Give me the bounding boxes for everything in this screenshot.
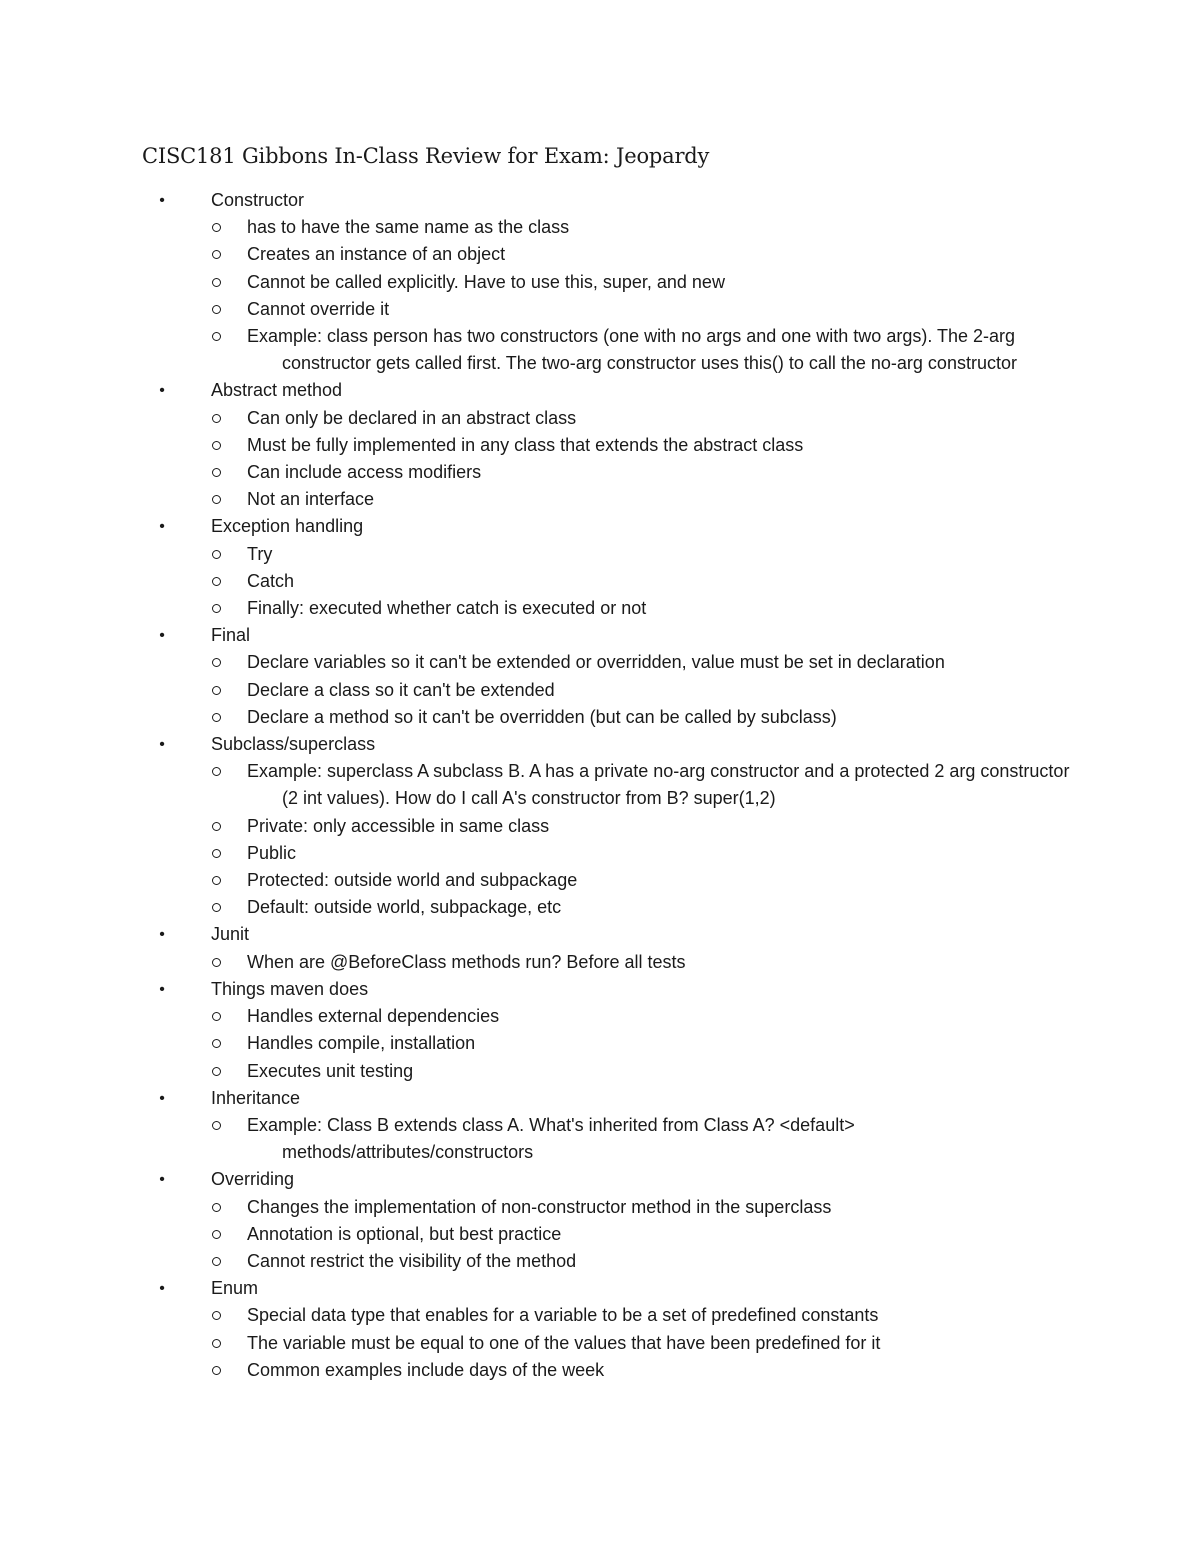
bullet-dot-icon: •	[159, 1089, 165, 1107]
subitem-text: Declare variables so it can't be extended or overridden, value must be set in declaration	[247, 652, 945, 673]
outline-topic	[0, 513, 1200, 622]
outline-subitem	[0, 541, 1200, 568]
topic-heading: Subclass/superclass	[211, 734, 376, 755]
bullet-circle-icon	[212, 1230, 221, 1239]
topic-subitems	[0, 1194, 1200, 1276]
topic-subitems	[0, 214, 1200, 377]
outline-subitem	[0, 1112, 1200, 1166]
bullet-circle-icon	[212, 414, 221, 423]
topic-heading: Constructor	[211, 190, 305, 210]
topic-heading: Things maven does	[211, 978, 369, 999]
bullet-circle-icon	[212, 713, 221, 722]
outline-subitem	[0, 677, 1200, 704]
bullet-circle-icon	[212, 1203, 221, 1212]
topic-heading: Overriding	[211, 1169, 295, 1190]
subitem-text: Try	[247, 543, 273, 564]
topic-heading: Final	[211, 625, 251, 646]
topic-subitems	[0, 1003, 1200, 1085]
bullet-circle-icon	[212, 1121, 221, 1130]
subitem-text: Protected: outside world and subpackage	[247, 870, 578, 891]
outline-subitem	[0, 296, 1200, 323]
outline-subitem	[0, 269, 1200, 296]
bullet-dot-icon: •	[159, 736, 165, 754]
bullet-circle-icon	[212, 1366, 221, 1375]
outline-subitem	[0, 867, 1200, 894]
subitem-text: Special data type that enables for a variable to be a set of predefined constants	[247, 1305, 879, 1326]
topic-heading: Enum	[211, 1278, 259, 1299]
outline-topic	[0, 622, 1200, 731]
outline-topic	[0, 1085, 1200, 1167]
subitem-text: Example: class person has two constructors (one with no args and one with two args). The 2-arg constructor gets called first. The two-arg constructor uses this() to call the no-arg constructor	[247, 326, 1017, 374]
outline-subitem	[0, 323, 1200, 377]
outline-subitem	[0, 840, 1200, 867]
bullet-dot-icon: •	[159, 518, 165, 536]
bullet-dot-icon: •	[159, 926, 165, 944]
bullet-circle-icon	[212, 849, 221, 858]
subitem-text: Example: Class B extends class A. What's inherited from Class A? <default> methods/attributes/constructors	[247, 1114, 855, 1163]
bullet-dot-icon: •	[159, 192, 165, 209]
subitem-text: Handles external dependencies	[247, 1006, 500, 1027]
bullet-circle-icon	[212, 1339, 221, 1348]
outline-topic	[0, 1275, 1200, 1384]
subitem-text: Can include access modifiers	[247, 462, 482, 483]
outline-topic	[0, 921, 1200, 975]
outline-topic	[0, 377, 1200, 513]
outline-subitem	[0, 758, 1200, 812]
outline-subitem	[0, 1030, 1200, 1057]
bullet-circle-icon	[212, 305, 221, 314]
subitem-text: Catch	[247, 570, 295, 591]
outline-subitem	[0, 894, 1200, 921]
outline-subitem	[0, 1058, 1200, 1085]
outline-topic	[0, 976, 1200, 1085]
bullet-circle-icon	[212, 876, 221, 885]
outline-subitem	[0, 214, 1200, 241]
subitem-text: Changes the implementation of non-constructor method in the superclass	[247, 1196, 832, 1217]
subitem-text: Not an interface	[247, 489, 375, 510]
bullet-circle-icon	[212, 550, 221, 559]
outline-subitem	[0, 486, 1200, 513]
bullet-circle-icon	[212, 441, 221, 450]
subitem-text: Example: superclass A subclass B. A has a private no-arg constructor and a protected 2 arg constructor (2 int values). How do I call A's constructor from B? super(1,2)	[247, 761, 1070, 809]
bullet-circle-icon	[212, 577, 221, 586]
subitem-text: Annotation is optional, but best practice	[247, 1223, 562, 1244]
topic-subitems	[0, 405, 1200, 514]
outline-topic	[0, 731, 1200, 921]
outline-subitem	[0, 1330, 1200, 1357]
outline-subitem	[0, 241, 1200, 268]
outline-subitem	[0, 1194, 1200, 1221]
bullet-circle-icon	[212, 1257, 221, 1266]
subitem-text: Declare a method so it can't be overridden (but can be called by subclass)	[247, 706, 837, 727]
bullet-dot-icon: •	[159, 1171, 165, 1189]
topic-subitems	[0, 1112, 1200, 1166]
outline-subitem	[0, 1302, 1200, 1329]
subitem-text: Public	[247, 842, 297, 863]
topic-heading: Junit	[211, 924, 250, 945]
subitem-text: Executes unit testing	[247, 1060, 414, 1081]
bullet-circle-icon	[212, 822, 221, 831]
topic-subitems	[0, 758, 1200, 921]
bullet-dot-icon: •	[159, 1280, 165, 1298]
bullet-circle-icon	[212, 958, 221, 967]
bullet-circle-icon	[212, 686, 221, 695]
outline-subitem	[0, 1221, 1200, 1248]
subitem-text: Can only be declared in an abstract class	[247, 407, 577, 428]
outline-subitem	[0, 949, 1200, 976]
subitem-text: Declare a class so it can't be extended	[247, 679, 555, 700]
outline-subitem	[0, 1357, 1200, 1384]
subitem-text: Creates an instance of an object	[247, 244, 506, 265]
subitem-text: Handles compile, installation	[247, 1033, 476, 1054]
subitem-text: Cannot be called explicitly. Have to use this, super, and new	[247, 271, 725, 292]
topic-heading: Exception handling	[211, 516, 364, 537]
bullet-dot-icon: •	[159, 980, 165, 998]
document-title: CISC181 Gibbons In-Class Review for Exam: Jeopardy	[142, 144, 710, 168]
outline-subitem	[0, 649, 1200, 676]
subitem-text: Common examples include days of the week	[247, 1359, 605, 1380]
bullet-dot-icon: •	[159, 382, 165, 400]
subitem-text: When are @BeforeClass methods run? Before all tests	[247, 951, 686, 972]
outline-subitem	[0, 595, 1200, 622]
subitem-text: Finally: executed whether catch is executed or not	[247, 598, 647, 619]
outline-subitem	[0, 813, 1200, 840]
outline-topic	[0, 1166, 1200, 1275]
topic-subitems	[0, 1302, 1200, 1384]
bullet-circle-icon	[212, 332, 221, 341]
subitem-text: The variable must be equal to one of the values that have been predefined for it	[247, 1332, 881, 1353]
subitem-text: Must be fully implemented in any class that extends the abstract class	[247, 434, 804, 455]
outline-subitem	[0, 1248, 1200, 1275]
bullet-circle-icon	[212, 278, 221, 287]
topic-subitems	[0, 649, 1200, 731]
subitem-text: Cannot restrict the visibility of the method	[247, 1250, 577, 1271]
outline-topic	[0, 187, 1200, 377]
outline-subitem	[0, 405, 1200, 432]
subitem-text: Private: only accessible in same class	[247, 815, 550, 836]
topic-subitems	[0, 541, 1200, 623]
bullet-circle-icon	[212, 1067, 221, 1076]
outline-subitem	[0, 432, 1200, 459]
subitem-text: Default: outside world, subpackage, etc	[247, 897, 562, 918]
bullet-circle-icon	[212, 468, 221, 477]
topic-subitems	[0, 949, 1200, 976]
outline-subitem	[0, 704, 1200, 731]
bullet-circle-icon	[212, 604, 221, 613]
review-outline	[0, 187, 1200, 1384]
subitem-text: Cannot override it	[247, 298, 390, 319]
outline-subitem	[0, 568, 1200, 595]
topic-heading: Abstract method	[211, 380, 343, 401]
bullet-dot-icon: •	[159, 627, 165, 645]
outline-subitem	[0, 1003, 1200, 1030]
topic-heading: Inheritance	[211, 1087, 301, 1108]
outline-subitem	[0, 459, 1200, 486]
subitem-text: has to have the same name as the class	[247, 217, 570, 238]
